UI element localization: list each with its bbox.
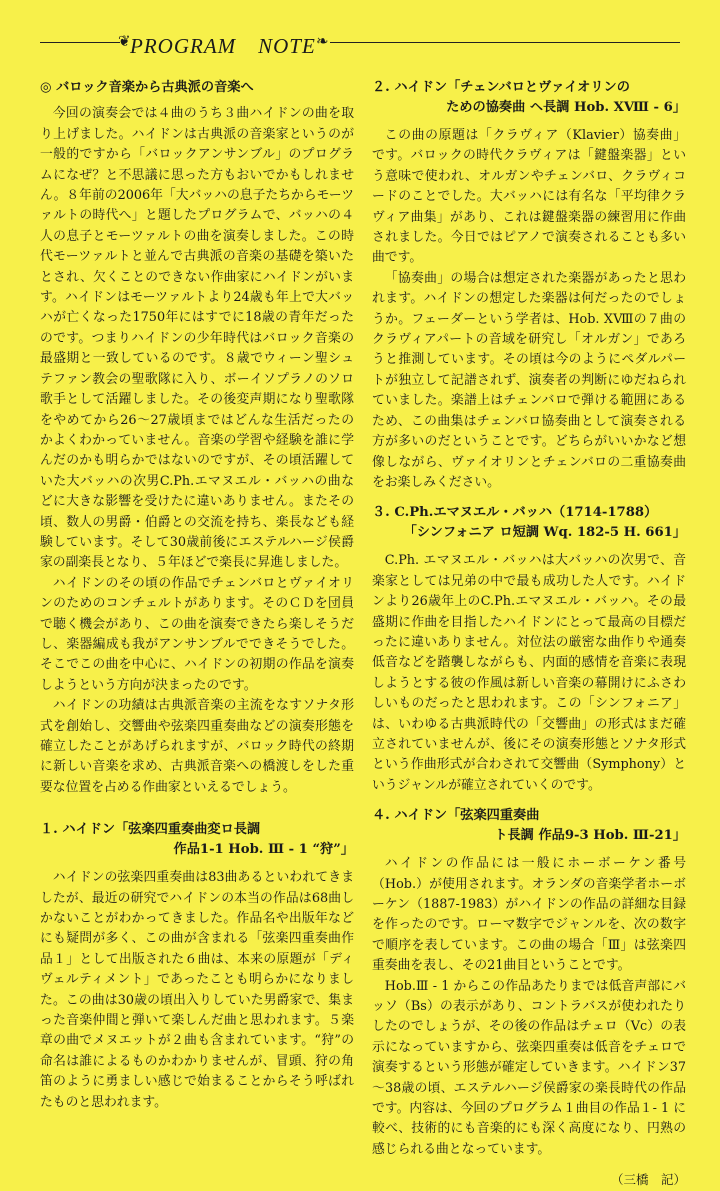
intro-heading: ◎ バロック音楽から古典派の音楽へ	[40, 80, 254, 95]
intro-paragraph-3: ハイドンの功績は古典派音楽の主流をなすソナタ形式を創始し、交響曲や弦楽四重奏曲などの演奏形態を確立したことがあげられますが、バロック時代の終期に新しい音楽を求め、古典派音楽への橋渡しをした重要な位置を占める作曲家といえるでしょう。	[40, 698, 354, 795]
section-4-paragraph-1: ハイドンの作品には一般にホーボーケン番号（Hob.）が使用されます。オランダの音楽学者ホーボーケン（1887-1983）がハイドンの作品の詳細な目録を作ったのです。ローマ数字でジャンルを、次の数字で順序を表しています。この曲の場合「Ⅲ」は弦楽四重奏曲を表し、その21曲目ということです。	[372, 856, 686, 974]
section-3-subtitle: 「シンフォニア ロ短調 Wq. 182-5 H. 661」	[403, 525, 686, 541]
program-note-header	[40, 28, 680, 56]
header-rule-left	[40, 42, 120, 43]
right-column	[372, 78, 686, 1191]
author-signature: （三橋 記）	[610, 1172, 686, 1188]
section-2-paragraph-1: この曲の原題は「クラヴィア（Klavier）協奏曲」です。バロックの時代クラヴィアは「鍵盤楽器」という意味で使われ、オルガンやチェンバロ、クラヴィコードのことでした。大バッハには有名な「平均律クラヴィア曲集」があり、これは鍵盤楽器の練習用に作曲されました。今日ではピアノで演奏されることも多い曲です。	[372, 128, 686, 266]
section-4-title: ４. ハイドン「弦楽四重奏曲	[372, 808, 540, 824]
section-1-paragraph: ハイドンの弦楽四重奏曲は83曲あるといわれてきましたが、最近の研究でハイドンの本当の作品は68曲しかないことがわかってきました。作品名や出版年などにも疑問が多く、この曲が含まれる「弦楽四重奏曲作品１」として出版された６曲は、本来の原題が「ディヴェルティメント」であったことも明らかになりました。この曲は30歳の頃出入りしていた男爵家で、集まった音楽仲間と弾いて楽しんだ曲と思われます。５楽章の曲でメヌエットが２曲も含まれています。“狩”の命名は誰によるものかわかりませんが、冒頭、狩の角笛のように勇ましい感じで始まることからそう呼ばれたものと思われます。	[40, 870, 354, 1110]
left-column	[40, 78, 354, 1113]
ornament-left-icon: ❦	[118, 32, 131, 50]
header-rule-right	[330, 42, 680, 43]
section-4-paragraph-2: Hob.Ⅲ - 1 からこの作品あたりまでは低音声部にバッソ（Bs）の表示があり、コントラバスが使われたりしたのでしょうが、その後の作品はチェロ（Vc）の表示になっていますから、弦楽四重奏は低音をチェロで演奏するという形態が確定していきます。ハイドン37～38歳の頃、エステルハージ侯爵家の楽長時代の作品です。内容は、今回のプログラム１曲目の作品１- 1 に較べ、技術的にも音楽的にも深く高度になり、円熟の感じられる曲となっています。	[372, 978, 686, 1157]
section-4-subtitle: ト長調 作品9-3 Hob. Ⅲ-21」	[494, 828, 686, 844]
section-3-paragraph: C.Ph. エマヌエル・バッハは大バッハの次男で、音楽家としては兄弟の中で最も成功した人です。ハイドンより26歳年上のC.Ph.エマヌエル・バッハ。その最盛期に作曲を目指したハイドンにとって最高の目標だったに違いありません。対位法の厳密な曲作りや通奏低音などを踏襲しながらも、内面的感情を音楽に表現しようとする彼の作風は新しい音楽の幕開けにふさわしいものだったと思われます。この「シンフォニア」は、いわゆる古典派時代の「交響曲」の形式はまだ確立されていませんが、後にその演奏形態とソナタ形式という作曲形式が合わされて交響曲（Symphony）というジャンルが確立されていくのです。	[372, 553, 686, 793]
section-3-title: ３. C.Ph.エマヌエル・バッハ（1714-1788）	[372, 505, 658, 521]
section-2-title: ２. ハイドン「チェンバロとヴァイオリンの	[372, 80, 630, 95]
page-title: PROGRAM NOTE	[130, 34, 316, 58]
section-2-subtitle: ための協奏曲 ヘ長調 Hob. ⅩⅧ - 6」	[446, 100, 686, 115]
intro-paragraph-2: ハイドンのその頃の作品でチェンバロとヴァイオリンのためのコンチェルトがあります。そのＣＤを団員で聴く機会があり、この曲を演奏できたら楽しそうだし、楽器編成も我がアンサンブルでできそうでした。そこでこの曲を中心に、ハイドンの初期の作品を演奏しようという方向が決まったのです。	[40, 575, 354, 693]
section-2-paragraph-2: 「協奏曲」の場合は想定された楽器があったと思われます。ハイドンの想定した楽器は何だったのでしょうか。フェーダーという学者は、Hob. ⅩⅧの７曲のクラヴィアパートの音域を研究し「オルガン」であろうと推測しています。その頃は今のようにペダルパートが独立して記譜されず、演奏者の判断にゆだねられていました。楽譜上はチェンバロで弾ける範囲にあるため、この曲集はチェンバロ協奏曲として演奏される方が多いのだということです。どちらがいいかなど想像しながら、ヴァイオリンとチェンバロの二重協奏曲をお楽しみください。	[372, 270, 686, 490]
section-1-title: １. ハイドン「弦楽四重奏曲変ロ長調	[40, 822, 261, 838]
intro-paragraph-1: 今回の演奏会では４曲のうち３曲ハイドンの曲を取り上げました。ハイドンは古典派の音楽家というのが一般的ですから「バロックアンサンブル」のプログラムになぜ？と不思議に思った方もおいでかもしれません。８年前の2006年「大バッハの息子たちからモーツァルトの時代へ」と題したプログラムで、バッハの４人の息子とモーツァルトの曲を演奏しました。この時代モーツァルトと並んで古典派の音楽の基礎を築いたとされ、欠くことのできない作曲家にハイドンがいます。ハイドンはモーツァルトより24歳も年上で大バッハが亡くなった1750年にはすでに18歳の青年だったのです。つまりハイドンの少年時代はバロック音楽の最盛期と一致しているのです。８歳でウィーン聖シュテファン教会の聖歌隊に入り、ボーイソプラノのソロ歌手として活躍しました。その後変声期になり聖歌隊をやめてから26～27歳頃まではどんな生活だったのかよくわかっていません。音楽の学習や経験を誰に学んだのかも明らかではないのですが、その頃活躍していた大バッハの次男C.Ph.エマヌエル・バッハの曲などに大きな影響を受けたに違いありません。またその頃、数人の男爵・伯爵との交流を持ち、楽長なども経験しています。そして30歳前後にエステルハージ侯爵家の副楽長となり、５年ほどで楽長に昇進しました。	[40, 106, 354, 571]
ornament-right-icon: ❧	[316, 32, 329, 50]
section-1-subtitle: 作品1-1 Hob. Ⅲ - 1 “狩”」	[173, 842, 354, 858]
